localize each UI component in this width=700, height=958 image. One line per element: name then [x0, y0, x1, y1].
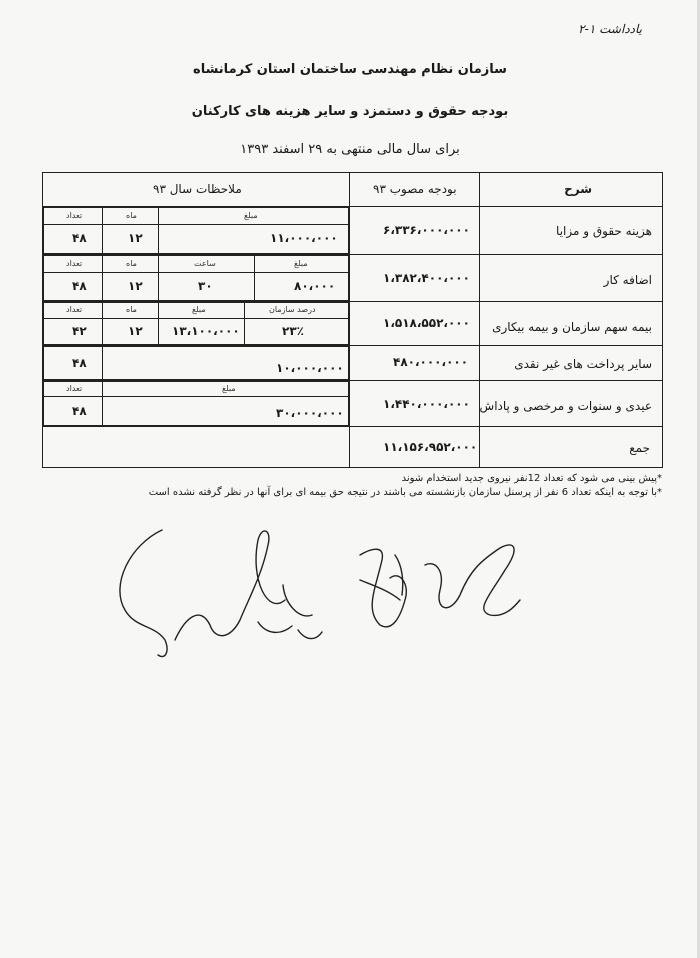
label-month: ماه — [126, 305, 137, 314]
percent-value: ۲۳٪ — [282, 324, 304, 338]
label-count: تعداد — [66, 305, 83, 314]
row-desc: بیمه سهم سازمان و بیمه بیکاری — [492, 320, 652, 334]
label-count: تعداد — [66, 259, 83, 268]
month-value: ۱۲ — [128, 324, 143, 338]
signature-3 — [360, 549, 406, 627]
label-hour: ساعت — [194, 259, 216, 268]
amount-value: ۸۰،۰۰۰ — [294, 279, 336, 293]
header-budget: بودجه مصوب ۹۳ — [373, 182, 457, 196]
hour-value: ۳۰ — [198, 279, 213, 293]
row-desc: سایر پرداخت های غیر نقدی — [514, 357, 652, 371]
label-amount: مبلغ — [244, 211, 258, 220]
row-budget: ۴۸۰،۰۰۰،۰۰۰ — [393, 355, 469, 369]
row-desc: اضافه کار — [603, 273, 652, 287]
label-amount: مبلغ — [192, 305, 206, 314]
label-count: تعداد — [66, 211, 83, 220]
label-percent: درصد سازمان — [269, 305, 316, 314]
row-desc: عیدی و سنوات و مرخصی و پاداش — [479, 399, 652, 413]
signature-1 — [120, 530, 167, 657]
month-value: ۱۲ — [128, 279, 143, 293]
budget-subtitle: بودجه حقوق و دستمزد و سایر هزینه های کارکنان — [191, 104, 509, 119]
total-label: جمع — [629, 441, 650, 455]
header-desc: شرح — [564, 182, 592, 196]
row-budget: ۱،۴۴۰،۰۰۰،۰۰۰ — [383, 397, 470, 411]
amount-value: ۳۰،۰۰۰،۰۰۰ — [276, 406, 344, 420]
label-month: ماه — [126, 259, 137, 268]
footnote-2: *با توجه به اینکه تعداد 6 نفر از پرسنل سازمان بازنشسته می باشند در نتیجه حق بیمه ای برای آنها در نظر گرفته نشده است — [148, 487, 662, 498]
total-value: ۱۱،۱۵۶،۹۵۲،۰۰۰ — [383, 440, 478, 454]
label-month: ماه — [126, 211, 137, 220]
signature-4 — [425, 545, 520, 616]
organization-title: سازمان نظام مهندسی ساختمان استان کرمانشاه — [193, 62, 507, 77]
note-label: یادداشت ۱-۲ — [578, 22, 642, 36]
row-desc: هزینه حقوق و مزایا — [556, 224, 652, 238]
count-value: ۴۸ — [72, 404, 87, 418]
count-value: ۴۸ — [72, 356, 87, 370]
row-budget: ۱،۵۱۸،۵۵۲،۰۰۰ — [383, 316, 470, 330]
amount-value: ۱۱،۰۰۰،۰۰۰ — [270, 231, 338, 245]
label-amount: مبلغ — [222, 384, 236, 393]
month-value: ۱۲ — [128, 231, 143, 245]
count-value: ۴۸ — [72, 279, 87, 293]
count-value: ۴۸ — [72, 231, 87, 245]
count-value: ۴۲ — [72, 324, 87, 338]
footnote-1: *پیش بینی می شود که تعداد 12نفر نیروی جدید استخدام شوند — [401, 473, 662, 484]
label-amount: مبلغ — [294, 259, 308, 268]
row-budget: ۶،۳۳۶،۰۰۰،۰۰۰ — [383, 223, 470, 237]
row-budget: ۱،۳۸۲،۴۰۰،۰۰۰ — [383, 271, 470, 285]
label-count: تعداد — [66, 384, 83, 393]
fiscal-year-line: برای سال مالی منتهی به ۲۹ اسفند ۱۳۹۳ — [240, 142, 460, 157]
amount-value: ۱۳،۱۰۰،۰۰۰ — [172, 324, 240, 338]
signature-2-mark — [258, 622, 322, 639]
header-notes: ملاحظات سال ۹۳ — [153, 182, 242, 196]
signature-2 — [175, 531, 312, 640]
amount-value: ۱۰،۰۰۰،۰۰۰ — [276, 361, 344, 375]
